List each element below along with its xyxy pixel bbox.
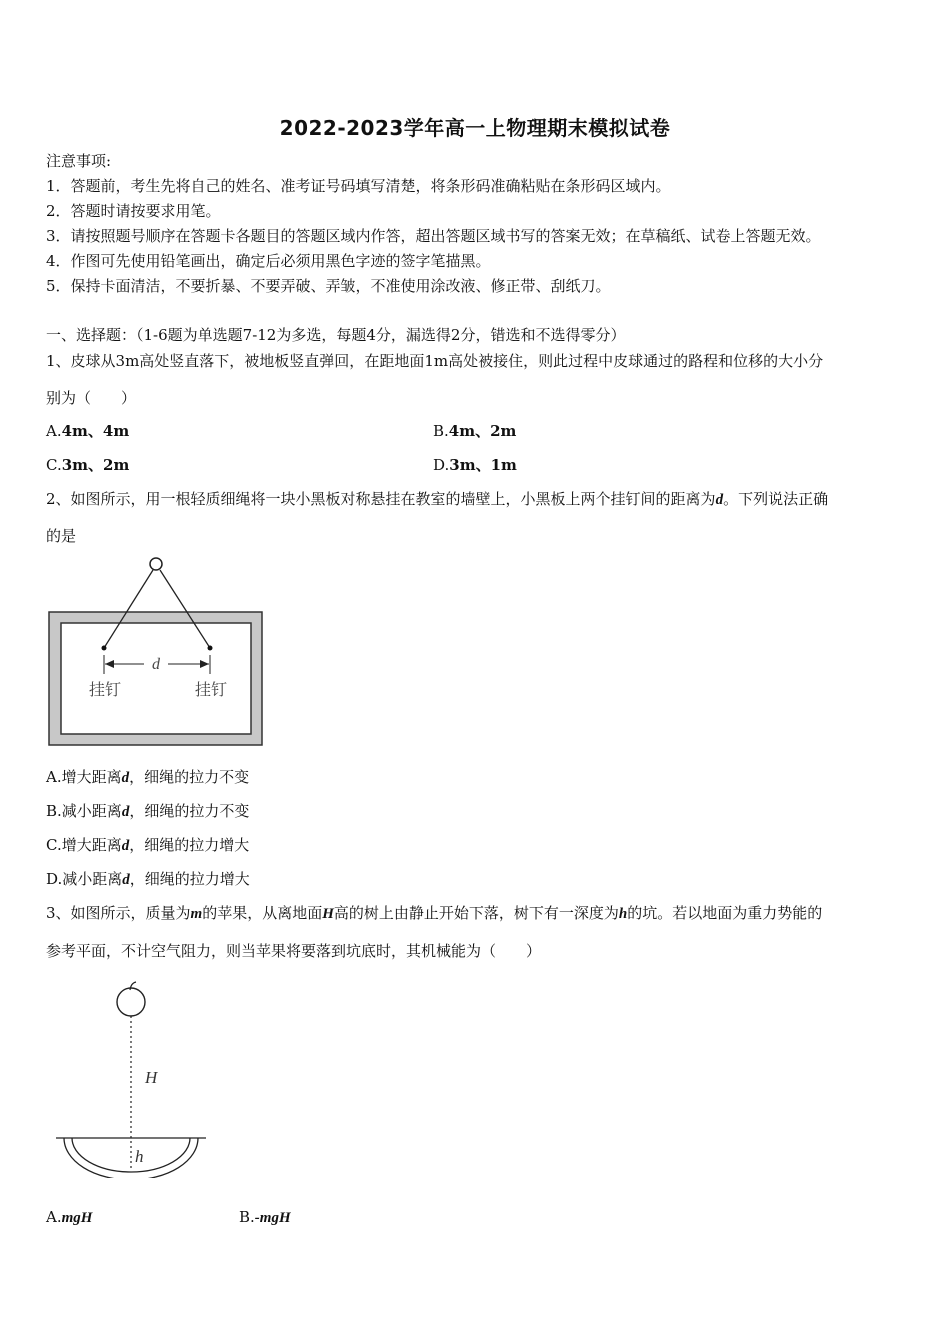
option-label: A. xyxy=(46,768,62,786)
blackboard-inner-panel xyxy=(61,623,251,734)
q3-stem-text: 的苹果，从离地面 xyxy=(202,904,323,922)
option-text-end: ，细绳的拉力不变 xyxy=(129,768,250,786)
option-label: A. xyxy=(46,1208,62,1226)
option-var: d xyxy=(121,838,130,854)
q2-option-a xyxy=(46,770,249,786)
option-text: 增大距离 xyxy=(61,836,122,854)
option-value: 4m、4m xyxy=(61,422,130,440)
option-value: 3m、2m xyxy=(61,456,130,474)
q1-option-b xyxy=(433,424,516,439)
option-text-end: ，细绳的拉力增大 xyxy=(129,870,250,888)
option-label: B. xyxy=(46,802,62,820)
nail-left xyxy=(102,646,107,651)
option-var: d xyxy=(121,804,130,820)
q3-stem-line1 xyxy=(46,906,822,922)
option-value: -mgH xyxy=(254,1210,291,1226)
q2-stem-text-end: 。下列说法正确 xyxy=(723,490,829,508)
option-text: 减小距离 xyxy=(62,870,123,888)
page-title: 2022-2023学年高一上物理期末模拟试卷 xyxy=(279,116,671,140)
q2-stem-text: 2、如图所示，用一根轻质细绳将一块小黑板对称悬挂在教室的墙壁上，小黑板上两个挂钉间的距离为 xyxy=(46,490,716,508)
q1-stem-line2: 别为（ ） xyxy=(46,389,137,407)
option-var: d xyxy=(121,770,130,786)
q3-stem-text: 的坑。若以地面为重力势能的 xyxy=(627,904,823,922)
depth-h-label: h xyxy=(135,1147,144,1166)
blackboard-figure xyxy=(40,552,272,752)
nail-right xyxy=(208,646,213,651)
option-label: A. xyxy=(46,422,62,440)
option-label: B. xyxy=(239,1208,255,1226)
q3-var-m: m xyxy=(190,906,203,922)
q3-stem-text: 3、如图所示，质量为 xyxy=(46,904,191,922)
option-text-end: ，细绳的拉力不变 xyxy=(129,802,250,820)
notice-item-2: 2．答题时请按要求用笔。 xyxy=(46,202,221,220)
height-H-label: H xyxy=(145,1068,158,1087)
apple-icon xyxy=(117,988,145,1016)
section-heading: 一、选择题：（1-6题为单选题7-12为多选，每题4分，漏选得2分，错选和不选得零分） xyxy=(46,326,626,344)
q2-stem-line2: 的是 xyxy=(46,527,77,545)
q3-stem-line2: 参考平面，不计空气阻力，则当苹果将要落到坑底时，其机械能为（ ） xyxy=(46,942,542,960)
option-text-end: ，细绳的拉力增大 xyxy=(129,836,250,854)
notice-item-4: 4．作图可先使用铅笔画出，确定后必须用黑色字迹的签字笔描黑。 xyxy=(46,252,491,270)
nail-label-right: 挂钉 xyxy=(194,680,228,699)
q1-option-d xyxy=(433,458,517,473)
option-text: 减小距离 xyxy=(61,802,122,820)
notice-item-1: 1．答题前，考生先将自己的姓名、准考证号码填写清楚，将条形码准确粘贴在条形码区域内。 xyxy=(46,177,671,195)
option-label: C. xyxy=(46,836,62,854)
option-text: 增大距离 xyxy=(61,768,122,786)
distance-label: d xyxy=(152,656,160,673)
nail-label-left: 挂钉 xyxy=(88,680,122,699)
option-var: d xyxy=(122,872,130,888)
q2-option-b xyxy=(46,804,249,820)
option-label: C. xyxy=(46,456,62,474)
q1-option-c xyxy=(46,458,129,473)
q3-option-b xyxy=(239,1210,291,1226)
q2-var-d: d xyxy=(715,492,724,508)
option-label: D. xyxy=(433,456,450,474)
q2-option-d xyxy=(46,872,250,888)
hook-ring xyxy=(150,558,162,570)
notice-item-3: 3．请按照题号顺序在答题卡各题目的答题区域内作答，超出答题区域书写的答案无效；在草稿纸、试卷上答题无效。 xyxy=(46,227,821,245)
q3-var-h: h xyxy=(618,906,628,922)
option-label: B. xyxy=(433,422,449,440)
q3-var-H: H xyxy=(322,906,334,922)
option-value: 4m、2m xyxy=(448,422,517,440)
q3-option-a xyxy=(46,1210,92,1226)
apple-pit-figure xyxy=(50,978,215,1178)
notice-item-5: 5．保持卡面清洁，不要折暴、不要弄破、弄皱，不准使用涂改液、修正带、刮纸刀。 xyxy=(46,277,611,295)
option-label: D. xyxy=(46,870,63,888)
q1-stem-line1: 1、皮球从3m高处竖直落下，被地板竖直弹回，在距地面1m高处被接住，则此过程中皮球通过的路程和位移的大小分 xyxy=(46,352,824,370)
q2-option-c xyxy=(46,838,249,854)
option-value: 3m、1m xyxy=(449,456,517,474)
option-value: mgH xyxy=(61,1210,93,1226)
q2-stem-line1 xyxy=(46,492,828,508)
q3-stem-text: 高的树上由静止开始下落，树下有一深度为 xyxy=(333,904,619,922)
notice-heading: 注意事项: xyxy=(46,152,112,170)
q1-option-a xyxy=(46,424,129,439)
